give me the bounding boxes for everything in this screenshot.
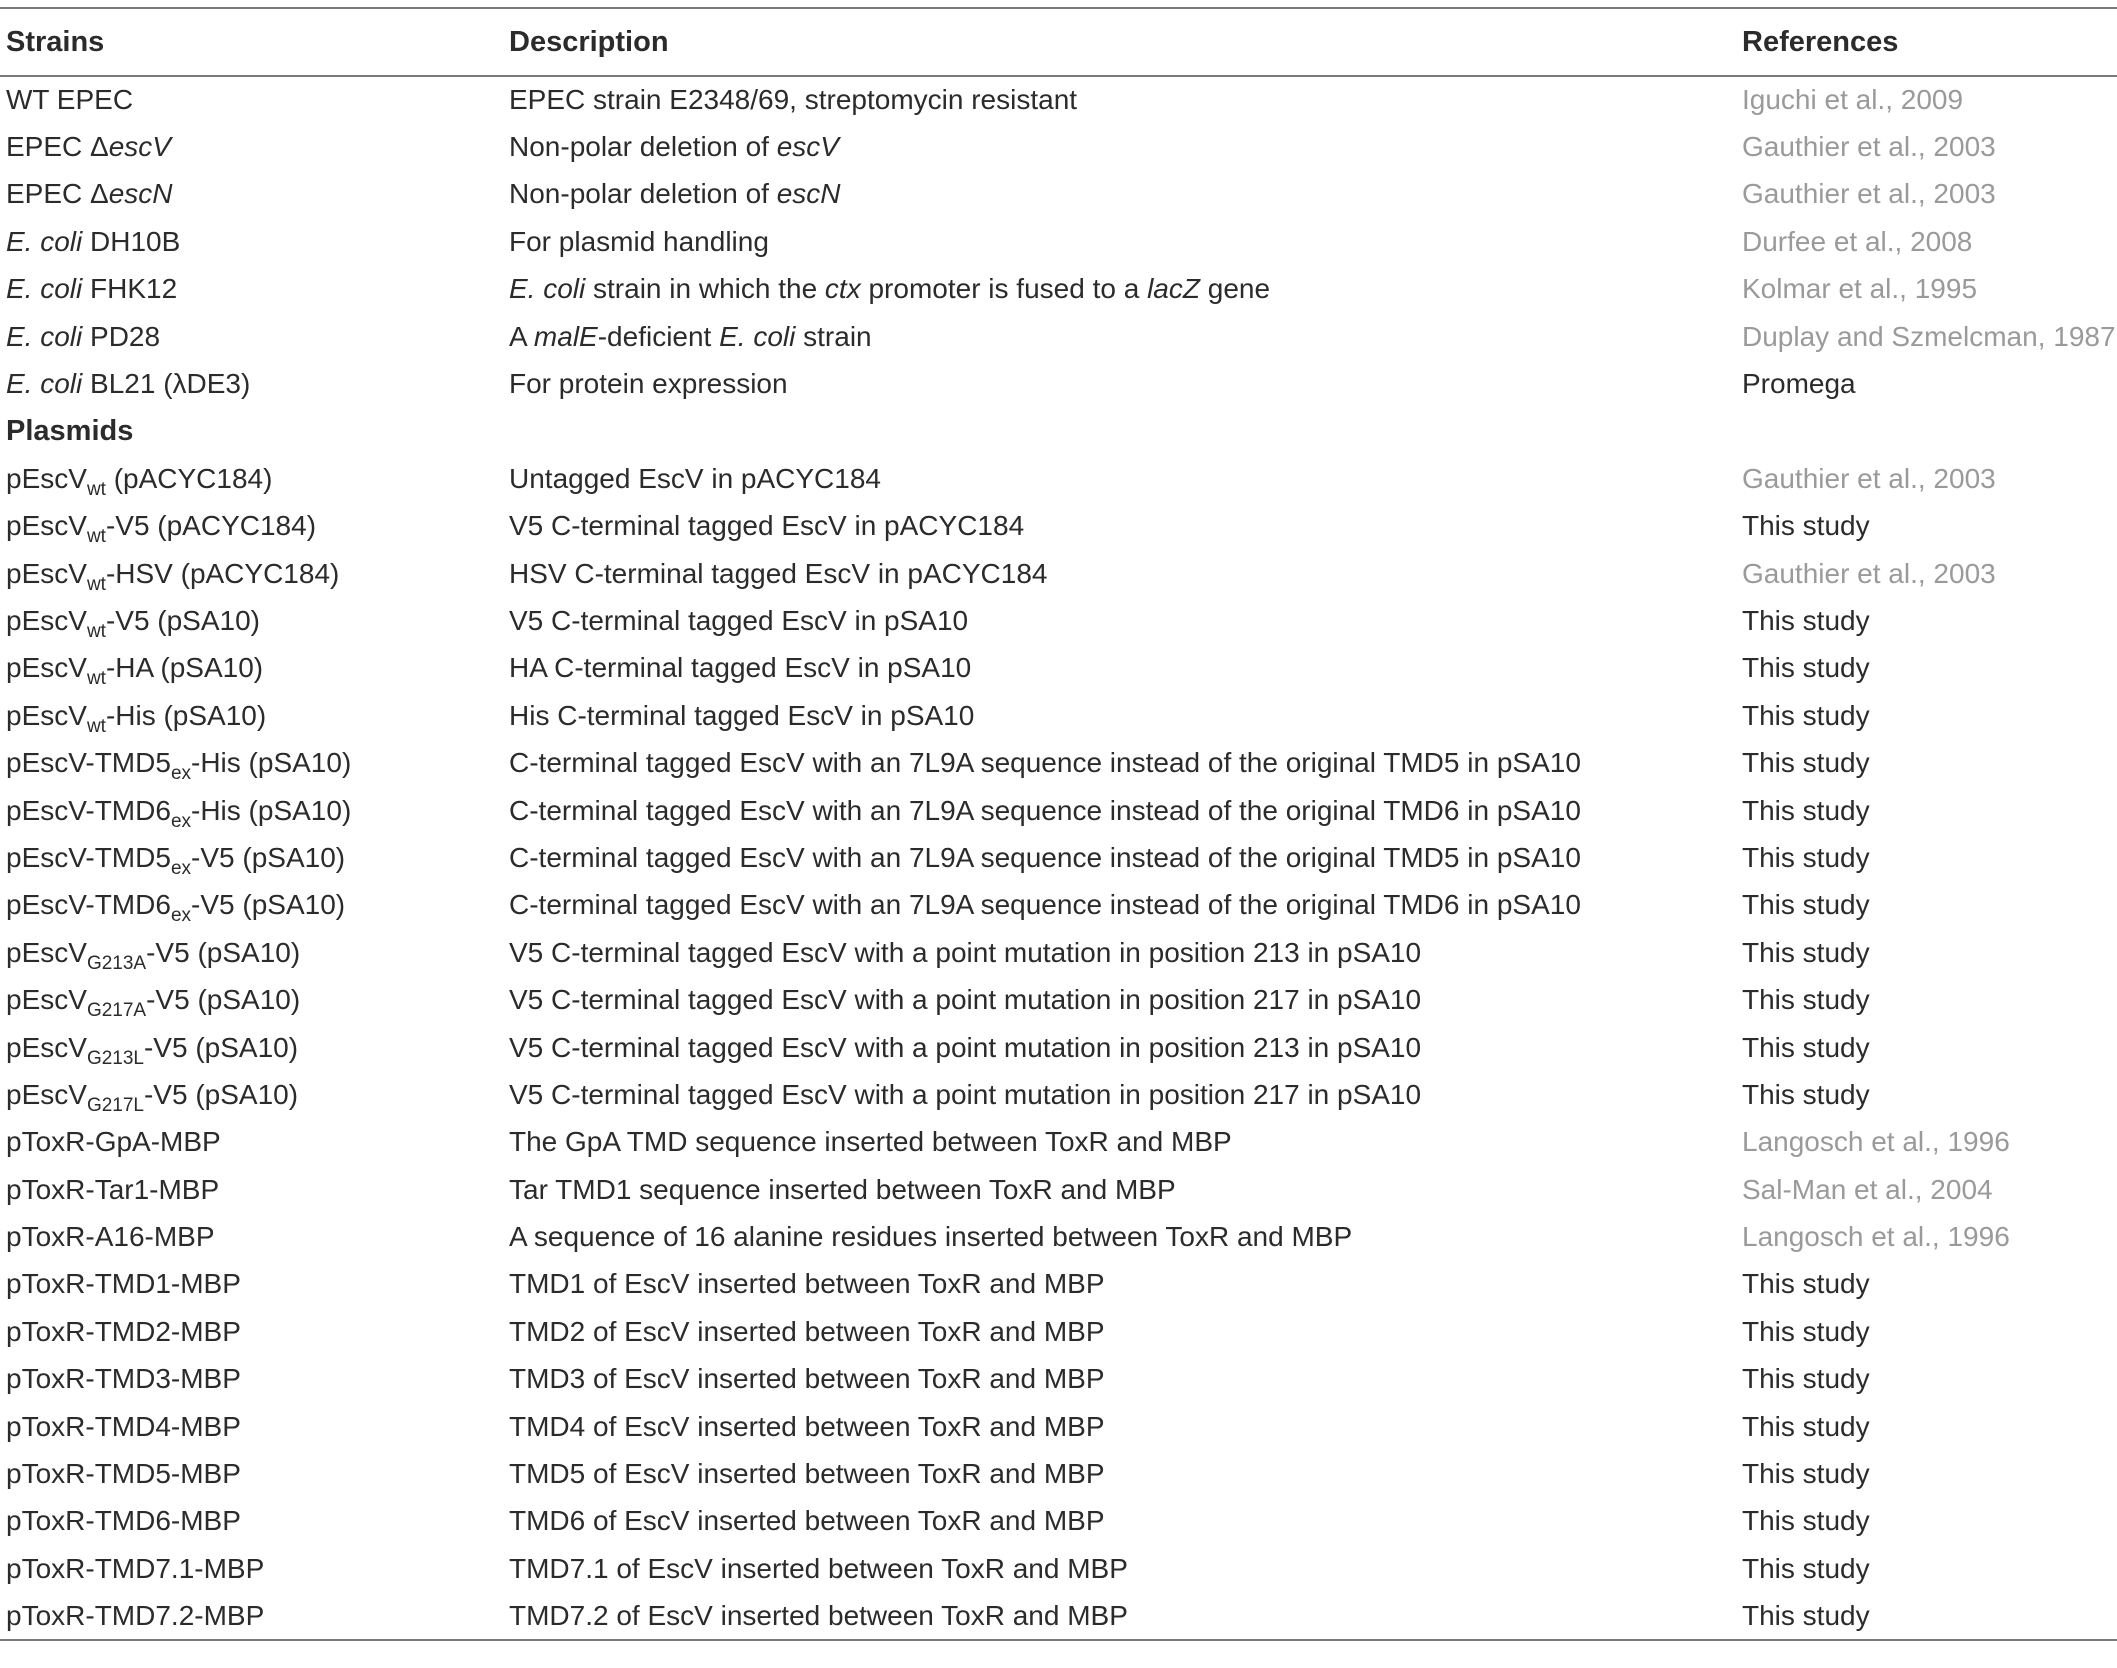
table-row: [0, 1166, 2117, 1213]
text-segment: Non-polar deletion of: [509, 131, 777, 163]
cell-name: [0, 834, 503, 881]
cell-description: [503, 1356, 1736, 1403]
table-row: [0, 1545, 2117, 1592]
cell-reference: Promega: [1742, 368, 1856, 400]
text-segment: -V5 (pSA10): [191, 841, 346, 873]
cell-description: [503, 1213, 1736, 1260]
italic-text: lacZ: [1147, 273, 1200, 305]
text-segment: HA C-terminal tagged EscV in pSA10: [509, 652, 972, 684]
table-row: [0, 976, 2117, 1023]
table-row: [0, 1308, 2117, 1355]
table-row: [0, 1593, 2117, 1640]
cell-reference: Gauthier et al., 2003: [1742, 178, 1996, 210]
cell-reference: This study: [1742, 1268, 1870, 1300]
text-segment: pEscV: [6, 1078, 87, 1110]
subscript-text: ex: [170, 763, 192, 785]
text-segment: -His (pSA10): [191, 794, 352, 826]
cell-name: [0, 929, 503, 976]
text-segment: -V5 (pSA10): [143, 1078, 299, 1110]
cell-description: [503, 1450, 1736, 1497]
text-segment: pEscV: [6, 984, 87, 1016]
header-strains: Strains: [6, 25, 105, 58]
cell-name: [0, 1213, 503, 1260]
text-segment: pToxR-TMD7.2-MBP: [6, 1599, 265, 1631]
table-row: [0, 313, 2117, 360]
table-row: [0, 1261, 2117, 1308]
text-segment: -HA (pSA10): [105, 652, 264, 684]
text-segment: pEscV-TMD5: [6, 841, 171, 873]
text-segment: C-terminal tagged EscV with an 7L9A sequence instead of the original TMD6 in pSA10: [509, 794, 1581, 826]
table-row: [0, 1498, 2117, 1545]
text-segment: strain in which the: [585, 273, 825, 305]
italic-text: escV: [108, 131, 171, 163]
cell-description: [503, 976, 1736, 1023]
header-row: [0, 8, 2117, 76]
table-row: [0, 739, 2117, 786]
subscript-text: ex: [170, 810, 192, 832]
text-segment: EPEC strain E2348/69, streptomycin resistant: [509, 84, 1078, 116]
subscript-text: G217L: [86, 1094, 144, 1116]
cell-description: [503, 882, 1736, 929]
cell-reference: This study: [1742, 1505, 1870, 1537]
text-segment: pToxR-A16-MBP: [6, 1221, 215, 1253]
text-segment: pToxR-TMD5-MBP: [6, 1458, 241, 1490]
text-segment: TMD4 of EscV inserted between ToxR and MBP: [509, 1410, 1105, 1442]
cell-name: [0, 503, 503, 550]
table-body: [0, 76, 2117, 1640]
text-segment: pEscV: [6, 510, 87, 542]
cell-name: [0, 313, 503, 360]
cell-reference: This study: [1742, 1078, 1870, 1110]
cell-description: [503, 692, 1736, 739]
table-row: [0, 266, 2117, 313]
text-segment: The GpA TMD sequence inserted between ToxR and MBP: [509, 1126, 1232, 1158]
cell-name: [0, 1593, 503, 1640]
section-label-plasmids: Plasmids: [6, 414, 134, 447]
subscript-text: wt: [86, 620, 106, 642]
table-row: [0, 882, 2117, 929]
text-segment: pToxR-GpA-MBP: [6, 1126, 221, 1158]
table-row: [0, 550, 2117, 597]
section-row-plasmids: [0, 408, 2117, 455]
text-segment: His C-terminal tagged EscV in pSA10: [509, 699, 975, 731]
text-segment: For plasmid handling: [509, 225, 769, 257]
text-segment: HSV C-terminal tagged EscV in pACYC184: [509, 557, 1048, 589]
cell-name: [0, 1403, 503, 1450]
cell-reference: Gauthier et al., 2003: [1742, 131, 1996, 163]
cell-reference: Langosch et al., 1996: [1742, 1221, 2010, 1253]
text-segment: pEscV: [6, 652, 87, 684]
cell-name: [0, 76, 503, 123]
italic-text: malE: [533, 320, 598, 352]
cell-name: [0, 1071, 503, 1118]
table-row: [0, 455, 2117, 502]
subscript-text: wt: [86, 526, 106, 548]
table-row: [0, 1119, 2117, 1166]
table-row: [0, 503, 2117, 550]
cell-description: [503, 1308, 1736, 1355]
cell-reference: This study: [1742, 841, 1870, 873]
text-segment: pEscV-TMD6: [6, 794, 171, 826]
italic-text: escN: [776, 178, 841, 210]
subscript-text: wt: [86, 715, 106, 737]
text-segment: TMD3 of EscV inserted between ToxR and MBP: [509, 1363, 1105, 1395]
table-row: [0, 1450, 2117, 1497]
italic-text: escV: [776, 131, 839, 163]
cell-reference: Langosch et al., 1996: [1742, 1126, 2010, 1158]
cell-description: [503, 76, 1736, 123]
table-row: [0, 76, 2117, 123]
cell-description: [503, 360, 1736, 407]
cell-name: [0, 266, 503, 313]
cell-reference: This study: [1742, 1599, 1870, 1631]
text-segment: pToxR-TMD4-MBP: [6, 1410, 241, 1442]
cell-name: [0, 645, 503, 692]
cell-name: [0, 1024, 503, 1071]
subscript-text: wt: [86, 478, 106, 500]
text-segment: DH10B: [82, 225, 181, 257]
text-segment: pEscV: [6, 604, 87, 636]
italic-text: E. coli: [509, 273, 586, 305]
text-segment: pEscV: [6, 1031, 87, 1063]
strains-plasmids-table-container: [0, 7, 2117, 1641]
text-segment: A sequence of 16 alanine residues inserted between ToxR and MBP: [509, 1221, 1353, 1253]
cell-description: [503, 1593, 1736, 1640]
text-segment: pEscV-TMD6: [6, 889, 171, 921]
cell-reference: This study: [1742, 889, 1870, 921]
text-segment: TMD6 of EscV inserted between ToxR and MBP: [509, 1505, 1105, 1537]
cell-reference: This study: [1742, 1031, 1870, 1063]
table-row: [0, 597, 2117, 644]
cell-reference: Gauthier et al., 2003: [1742, 462, 1996, 494]
cell-description: [503, 1024, 1736, 1071]
text-segment: -His (pSA10): [105, 699, 267, 731]
text-segment: pEscV: [6, 936, 87, 968]
table-header: [0, 8, 2117, 76]
text-segment: TMD5 of EscV inserted between ToxR and MBP: [509, 1458, 1105, 1490]
text-segment: V5 C-terminal tagged EscV in pSA10: [509, 604, 969, 636]
cell-description: [503, 1545, 1736, 1592]
text-segment: Untagged EscV in pACYC184: [509, 462, 881, 494]
strains-plasmids-table: [0, 7, 2117, 1641]
text-segment: pToxR-TMD7.1-MBP: [6, 1552, 265, 1584]
text-segment: promoter is fused to a: [860, 273, 1148, 305]
cell-reference: This study: [1742, 604, 1870, 636]
cell-name: [0, 1498, 503, 1545]
cell-reference: This study: [1742, 984, 1870, 1016]
text-segment: PD28: [82, 320, 161, 352]
cell-name: [0, 739, 503, 786]
text-segment: TMD7.1 of EscV inserted between ToxR and MBP: [509, 1552, 1128, 1584]
text-segment: pToxR-TMD1-MBP: [6, 1268, 241, 1300]
cell-name: [0, 123, 503, 170]
text-segment: TMD7.2 of EscV inserted between ToxR and MBP: [509, 1599, 1128, 1631]
text-segment: BL21 (λDE3): [82, 368, 251, 400]
cell-name: [0, 1356, 503, 1403]
text-segment: -HSV (pACYC184): [105, 557, 340, 589]
subscript-text: wt: [86, 573, 106, 595]
text-segment: pEscV: [6, 699, 87, 731]
subscript-text: G213L: [86, 1047, 144, 1069]
table-row: [0, 1213, 2117, 1260]
text-segment: V5 C-terminal tagged EscV in pACYC184: [509, 510, 1025, 542]
italic-text: E. coli: [6, 273, 83, 305]
text-segment: pToxR-TMD2-MBP: [6, 1315, 241, 1347]
text-segment: WT EPEC: [6, 84, 134, 116]
cell-reference: Durfee et al., 2008: [1742, 225, 1973, 257]
text-segment: For protein expression: [509, 368, 788, 400]
cell-name: [0, 1261, 503, 1308]
cell-name: [0, 976, 503, 1023]
cell-name: [0, 550, 503, 597]
text-segment: (pACYC184): [105, 462, 273, 494]
text-segment: FHK12: [82, 273, 178, 305]
text-segment: EPEC Δ: [6, 131, 109, 163]
text-segment: V5 C-terminal tagged EscV with a point mutation in position 213 in pSA10: [509, 1031, 1422, 1063]
header-description: Description: [509, 25, 669, 58]
cell-name: [0, 692, 503, 739]
table-row: [0, 787, 2117, 834]
cell-description: [503, 218, 1736, 265]
cell-reference: This study: [1742, 699, 1870, 731]
cell-description: [503, 1261, 1736, 1308]
text-segment: pEscV: [6, 462, 87, 494]
cell-reference: Kolmar et al., 1995: [1742, 273, 1978, 305]
cell-reference: This study: [1742, 510, 1870, 542]
cell-reference: This study: [1742, 1552, 1870, 1584]
cell-description: [503, 1166, 1736, 1213]
text-segment: C-terminal tagged EscV with an 7L9A sequence instead of the original TMD6 in pSA10: [509, 889, 1581, 921]
italic-text: E. coli: [6, 368, 83, 400]
cell-description: [503, 455, 1736, 502]
cell-reference: This study: [1742, 1315, 1870, 1347]
text-segment: pEscV: [6, 557, 87, 589]
cell-name: [0, 455, 503, 502]
italic-text: escN: [108, 178, 173, 210]
text-segment: V5 C-terminal tagged EscV with a point mutation in position 217 in pSA10: [509, 984, 1422, 1016]
cell-name: [0, 1166, 503, 1213]
subscript-text: wt: [86, 668, 106, 690]
text-segment: V5 C-terminal tagged EscV with a point mutation in position 217 in pSA10: [509, 1078, 1422, 1110]
subscript-text: G217A: [86, 1000, 147, 1022]
cell-reference: This study: [1742, 1363, 1870, 1395]
text-segment: -V5 (pSA10): [146, 984, 301, 1016]
italic-text: E. coli: [6, 225, 83, 257]
cell-description: [503, 929, 1736, 976]
table-row: [0, 1024, 2117, 1071]
cell-description: [503, 171, 1736, 218]
cell-description: [503, 313, 1736, 360]
cell-name: [0, 218, 503, 265]
cell-reference: This study: [1742, 936, 1870, 968]
table-row: [0, 123, 2117, 170]
text-segment: -His (pSA10): [191, 747, 352, 779]
cell-description: [503, 739, 1736, 786]
table-row: [0, 360, 2117, 407]
cell-description: [503, 123, 1736, 170]
cell-reference: This study: [1742, 1410, 1870, 1442]
subscript-text: ex: [170, 857, 192, 879]
cell-description: [503, 550, 1736, 597]
cell-name: [0, 171, 503, 218]
cell-description: [503, 1403, 1736, 1450]
cell-description: [503, 1071, 1736, 1118]
cell-name: [0, 360, 503, 407]
italic-text: ctx: [824, 273, 861, 305]
text-segment: strain: [795, 320, 872, 352]
text-segment: -V5 (pSA10): [143, 1031, 299, 1063]
cell-description: [503, 503, 1736, 550]
text-segment: TMD1 of EscV inserted between ToxR and MBP: [509, 1268, 1105, 1300]
cell-reference: Gauthier et al., 2003: [1742, 557, 1996, 589]
cell-name: [0, 1545, 503, 1592]
table-row: [0, 645, 2117, 692]
cell-reference: This study: [1742, 747, 1870, 779]
table-row: [0, 692, 2117, 739]
cell-description: [503, 597, 1736, 644]
table-row: [0, 1071, 2117, 1118]
table-row: [0, 929, 2117, 976]
cell-description: [503, 834, 1736, 881]
text-segment: V5 C-terminal tagged EscV with a point mutation in position 213 in pSA10: [509, 936, 1422, 968]
text-segment: -V5 (pSA10): [146, 936, 301, 968]
text-segment: pEscV-TMD5: [6, 747, 171, 779]
cell-name: [0, 787, 503, 834]
text-segment: C-terminal tagged EscV with an 7L9A sequence instead of the original TMD5 in pSA10: [509, 841, 1581, 873]
text-segment: Tar TMD1 sequence inserted between ToxR and MBP: [509, 1173, 1176, 1205]
table-row: [0, 1356, 2117, 1403]
subscript-text: G213A: [86, 952, 147, 974]
cell-name: [0, 1119, 503, 1166]
cell-description: [503, 1119, 1736, 1166]
italic-text: E. coli: [6, 320, 83, 352]
text-segment: gene: [1199, 273, 1271, 305]
cell-reference: Duplay and Szmelcman, 1987: [1742, 320, 2116, 352]
table-row: [0, 218, 2117, 265]
table-row: [0, 1403, 2117, 1450]
table-row: [0, 171, 2117, 218]
table-row: [0, 834, 2117, 881]
cell-description: [503, 1498, 1736, 1545]
text-segment: EPEC Δ: [6, 178, 109, 210]
subscript-text: ex: [170, 905, 192, 927]
cell-name: [0, 597, 503, 644]
italic-text: E. coli: [719, 320, 796, 352]
cell-description: [503, 266, 1736, 313]
text-segment: C-terminal tagged EscV with an 7L9A sequence instead of the original TMD5 in pSA10: [509, 747, 1581, 779]
header-references: References: [1742, 25, 1899, 58]
cell-reference: Iguchi et al., 2009: [1742, 84, 1964, 116]
cell-reference: This study: [1742, 1458, 1870, 1490]
text-segment: TMD2 of EscV inserted between ToxR and MBP: [509, 1315, 1105, 1347]
text-segment: Non-polar deletion of: [509, 178, 777, 210]
text-segment: -V5 (pSA10): [105, 604, 261, 636]
cell-name: [0, 1308, 503, 1355]
text-segment: pToxR-Tar1-MBP: [6, 1173, 220, 1205]
text-segment: -deficient: [597, 320, 720, 352]
cell-description: [503, 787, 1736, 834]
cell-reference: This study: [1742, 652, 1870, 684]
text-segment: -V5 (pSA10): [191, 889, 346, 921]
text-segment: pToxR-TMD6-MBP: [6, 1505, 241, 1537]
cell-reference: This study: [1742, 794, 1870, 826]
cell-reference: Sal-Man et al., 2004: [1742, 1173, 1993, 1205]
text-segment: pToxR-TMD3-MBP: [6, 1363, 241, 1395]
cell-name: [0, 1450, 503, 1497]
cell-name: [0, 882, 503, 929]
text-segment: A: [509, 320, 534, 352]
text-segment: -V5 (pACYC184): [105, 510, 317, 542]
cell-description: [503, 645, 1736, 692]
